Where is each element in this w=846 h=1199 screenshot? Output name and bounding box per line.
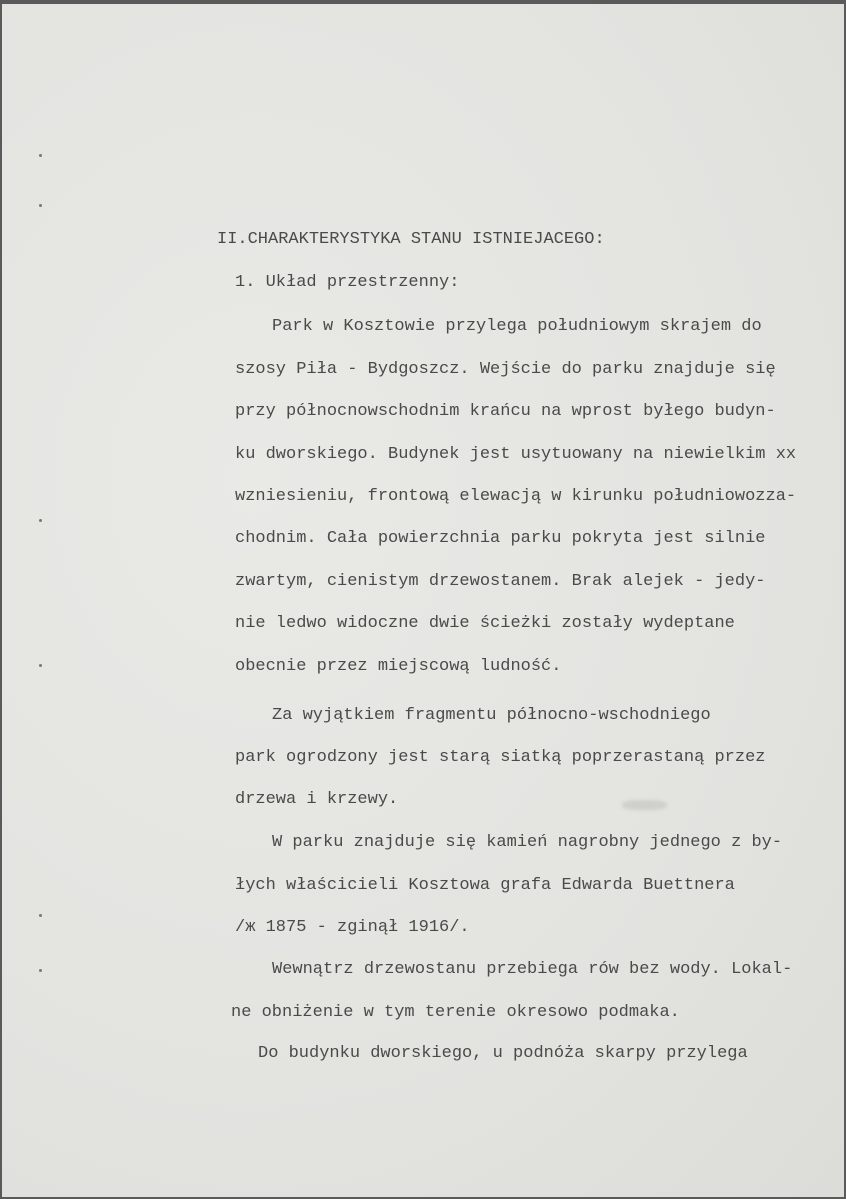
text-line: park ogrodzony jest starą siatką poprzerastaną przez: [235, 748, 766, 767]
text-line: Park w Kosztowie przylega południowym skrajem do: [272, 317, 762, 336]
text-line: W parku znajduje się kamień nagrobny jednego z by-: [272, 833, 783, 852]
text-line: ku dworskiego. Budynek jest usytuowany na niewielkim xx: [235, 445, 797, 464]
text-line: wzniesieniu, frontową elewacją w kirunku południowozza-: [235, 487, 797, 506]
smudge: [622, 800, 667, 810]
text-line: zwartym, cienistym drzewostanem. Brak alejek - jedy-: [235, 572, 766, 591]
punch-mark: [39, 519, 42, 522]
text-line: Za wyjątkiem fragmentu północno-wschodniego: [272, 706, 711, 725]
text-line: obecnie przez miejscową ludność.: [235, 657, 562, 676]
text-line: szosy Piła - Bydgoszcz. Wejście do parku znajduje się: [235, 360, 776, 379]
punch-mark: [39, 664, 42, 667]
punch-mark: [39, 204, 42, 207]
text-line: drzewa i krzewy.: [235, 790, 399, 809]
text-line: Wewnątrz drzewostanu przebiega rów bez wody. Lokal-: [272, 960, 793, 979]
text-line: /ж 1875 - zginął 1916/.: [235, 918, 470, 937]
text-line: ne obniżenie w tym terenie okresowo podmaka.: [231, 1003, 680, 1022]
text-line: przy północnowschodnim krańcu na wprost byłego budyn-: [235, 402, 776, 421]
punch-mark: [39, 154, 42, 157]
text-line: nie ledwo widoczne dwie ścieżki zostały wydeptane: [235, 614, 735, 633]
text-line: Do budynku dworskiego, u podnóża skarpy przylega: [258, 1044, 748, 1063]
punch-mark: [39, 914, 42, 917]
text-line: łych właścicieli Kosztowa grafa Edwarda Buettnera: [235, 876, 735, 895]
document-page: [2, 4, 844, 1197]
subsection-heading: 1. Układ przestrzenny:: [235, 273, 460, 292]
section-heading: II.CHARAKTERYSTYKA STANU ISTNIEJACEGO:: [217, 230, 605, 249]
punch-mark: [39, 969, 42, 972]
text-line: chodnim. Cała powierzchnia parku pokryta jest silnie: [235, 529, 766, 548]
